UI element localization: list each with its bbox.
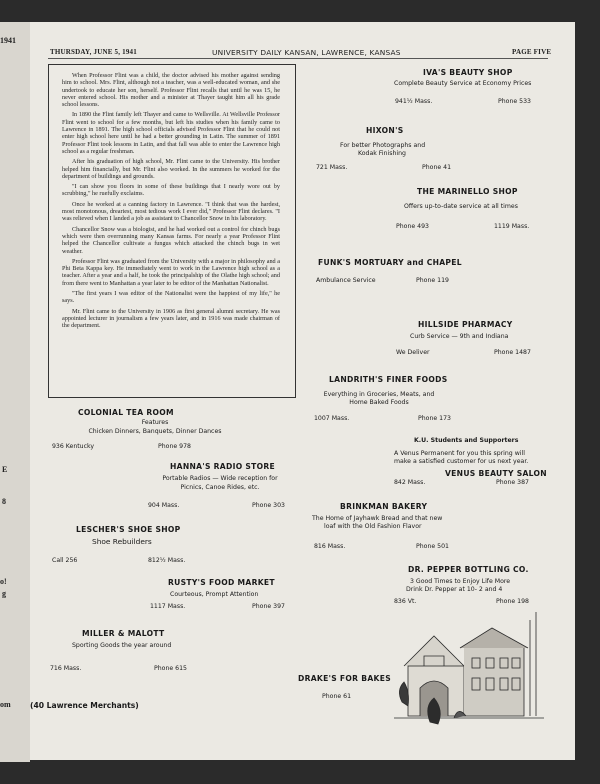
ad-hixon-line1: For better Photographs and — [340, 142, 426, 149]
ad-hixon-title: HIXON'S — [366, 126, 404, 135]
header-page-number: PAGE FIVE — [512, 48, 552, 56]
prev-page-fragment: 8 — [2, 497, 6, 506]
ad-iva-line1: Complete Beauty Service at Economy Prices — [394, 80, 532, 87]
previous-page-edge — [0, 22, 30, 762]
ad-marinello-phone: 1119 Mass. — [494, 223, 530, 230]
ad-title: COLONIAL TEA ROOM — [78, 408, 174, 417]
prev-page-fragment: g — [2, 589, 6, 598]
ad-colonial-tea-room — [78, 408, 174, 417]
ad-drake-title: DRAKE'S FOR BAKES — [298, 674, 391, 683]
ad-hixon-phone: Phone 41 — [422, 164, 452, 171]
ad-colonial-phone: Phone 978 — [158, 443, 191, 450]
ad-brinkman-phone: Phone 501 — [416, 543, 449, 550]
prev-page-fragment: o! — [0, 577, 7, 586]
article-paragraph: Mr. Flint came to the University in 1906 as first general alumni secretary. He was appointed lecturer in journalism a few years later, and in 1916 was made chairman of the department. — [62, 307, 280, 330]
ad-venus-line2: make a satisfied customer for us next year. — [394, 458, 529, 465]
ad-hanna-line2: Picnics, Canoe Rides, etc. — [180, 484, 260, 491]
ad-hanna-address: 904 Mass. — [148, 502, 180, 509]
ad-lescher-line1: Shoe Rebuilders — [92, 537, 152, 546]
ad-funk-title: FUNK'S MORTUARY and CHAPEL — [318, 258, 462, 267]
prev-page-fragment: om — [0, 700, 11, 709]
footer-merchants: (40 Lawrence Merchants) — [30, 701, 139, 710]
ad-iva-title: IVA'S BEAUTY SHOP — [423, 68, 513, 77]
ad-hillside-address: We Deliver — [396, 349, 430, 356]
article-paragraph: "I can show you floors in some of these buildings that I nearly wore out by scrubbing," he ruefully exclaims. — [62, 183, 280, 198]
ad-landrith-line2: Home Baked Foods — [349, 399, 409, 406]
article-paragraph: When Professor Flint was a child, the doctor advised his mother against sending him to school. Mrs. Flint, although not a teacher, was a well-educated woman, and she undertook to educate her son, herself. Professor Flint recalls that until he was 15, he never entered school. His mother and a minister at Thayer taught him all his grade school lessons. — [62, 72, 280, 109]
ad-landrith-title: LANDRITH'S FINER FOODS — [329, 375, 448, 384]
header-date: THURSDAY, JUNE 5, 1941 — [50, 48, 137, 56]
article-paragraph: Chancellor Snow was a biologist, and he had worked out a control for chinch bugs which were then overrunning many Kansas farms. For nearly a year Professor Flint helped the Chancellor cultivate a fungus which attacked the chinch bugs in wet weather. — [62, 225, 280, 255]
ad-miller-phone: Phone 615 — [154, 665, 187, 672]
article-paragraph: In 1890 the Flint family left Thayer and came to Wellsville. At Wellsville Professor Flint went to school for a few months, but left his studies when his family came to Lawrence in 1891. The high school officials advised Professor Flint that he could not enter high school here until he had a better grounding in Latin. The summer of 1891 Professor Flint took lessons in Latin, and that fall was able to enter the Lawrence high school as a regular freshman. — [62, 111, 280, 155]
ad-drake-phone: Phone 61 — [322, 693, 352, 700]
ad-funk-phone: Phone 119 — [416, 277, 449, 284]
ad-rusty-line1: Courteous, Prompt Attention — [170, 591, 259, 598]
ad-rusty-title: RUSTY'S FOOD MARKET — [168, 578, 275, 587]
ad-marinello-line1: Offers up-to-date service at all times — [404, 203, 518, 210]
ad-colonial-line2: Chicken Dinners, Banquets, Dinner Dances — [88, 428, 222, 435]
ad-hillside-line1: Curb Service — 9th and Indiana — [410, 333, 509, 340]
ad-miller-title: MILLER & MALOTT — [82, 629, 165, 638]
ad-landrith-address: 1007 Mass. — [314, 415, 350, 422]
article-paragraph: After his graduation of high school, Mr. Flint came to the University. His brother helped him financially, but Mr. Flint also worked. In the summers he worked for the department of buildings and grounds. — [62, 158, 280, 180]
prev-page-fragment: E — [2, 465, 8, 474]
prev-page-year: 1941 — [0, 36, 16, 45]
building-illustration — [394, 606, 544, 730]
ad-brinkman-line2: loaf with the Old Fashion Flavor — [324, 523, 422, 530]
ad-lescher-address: Call 256 — [52, 557, 78, 564]
ad-lescher-title: LESCHER'S SHOE SHOP — [76, 525, 181, 534]
article-paragraph: "The first years I was editor of the Nationalist were the happiest of my life," he says. — [62, 290, 280, 305]
article-text — [62, 72, 280, 333]
ad-brinkman-line1: The Home of Jayhawk Bread and that new — [312, 515, 443, 522]
ad-brinkman-title: BRINKMAN BAKERY — [340, 502, 428, 511]
ad-iva-address: 941½ Mass. — [395, 98, 433, 105]
ad-rusty-address: 1117 Mass. — [150, 603, 186, 610]
article-paragraph: Professor Flint was graduated from the University with a major in philosophy and a Phi Beta Kappa key. He immediately went to work in the Lawrence high school as a teacher. After a year and a half, he took the principalship of the Olathe high school; and from there went to Manhattan a year later to be editor of the Manhattan Nationalist. — [62, 257, 280, 287]
ad-venus-address: 842 Mass. — [394, 479, 426, 486]
header-paper-name: UNIVERSITY DAILY KANSAN, LAWRENCE, KANSAS — [212, 48, 401, 57]
ad-rusty-phone: Phone 397 — [252, 603, 285, 610]
ad-marinello-title: THE MARINELLO SHOP — [417, 187, 518, 196]
ad-brinkman-address: 816 Mass. — [314, 543, 346, 550]
ad-landrith-line1: Everything in Groceries, Meats, and — [323, 391, 435, 398]
ad-lescher-phone: 812½ Mass. — [148, 557, 186, 564]
ad-hanna-phone: Phone 303 — [252, 502, 285, 509]
ad-pepper-address: 836 Vt. — [394, 598, 417, 605]
ad-pepper-title: DR. PEPPER BOTTLING CO. — [408, 565, 529, 574]
article-paragraph: Once he worked at a canning factory in Lawrence. "I think that was the hardest, most monotonous, dreariest, most tedious work I ever did," Professor Flint declares. "I was relieved when I landed a job as assistant to Chancellor Snow in his laboratory. — [62, 200, 280, 223]
ad-venus-title: VENUS BEAUTY SALON — [445, 469, 547, 478]
ad-venus-line1: A Venus Permanent for you this spring will — [394, 450, 525, 457]
ad-hanna-line1: Portable Radios — Wide reception for — [162, 475, 278, 482]
ad-hillside-phone: Phone 1487 — [494, 349, 531, 356]
ad-pepper-line2: Drink Dr. Pepper at 10- 2 and 4 — [406, 586, 503, 593]
ad-funk-line1: Ambulance Service — [316, 277, 376, 284]
ad-hanna-title: HANNA'S RADIO STORE — [170, 462, 276, 471]
ad-hixon-address: 721 Mass. — [316, 164, 348, 171]
ad-colonial-line1: Features — [141, 419, 169, 426]
ad-hixon-line2: Kodak Finishing — [358, 150, 406, 157]
ad-venus-phone: Phone 387 — [496, 479, 529, 486]
ad-marinello-address: Phone 493 — [396, 223, 429, 230]
ad-miller-line1: Sporting Goods the year around — [72, 642, 172, 649]
ad-hillside-title: HILLSIDE PHARMACY — [418, 320, 513, 329]
ad-landrith-phone: Phone 173 — [418, 415, 451, 422]
ad-iva-phone: Phone 533 — [498, 98, 531, 105]
ad-pepper-phone: Phone 198 — [496, 598, 529, 605]
header-rule — [48, 58, 548, 59]
ad-miller-address: 716 Mass. — [50, 665, 82, 672]
ad-colonial-address: 936 Kentucky — [52, 443, 95, 450]
ad-pepper-line1: 3 Good Times to Enjoy Life More — [410, 578, 511, 585]
ad-venus-kicker: K.U. Students and Supporters — [414, 437, 519, 444]
